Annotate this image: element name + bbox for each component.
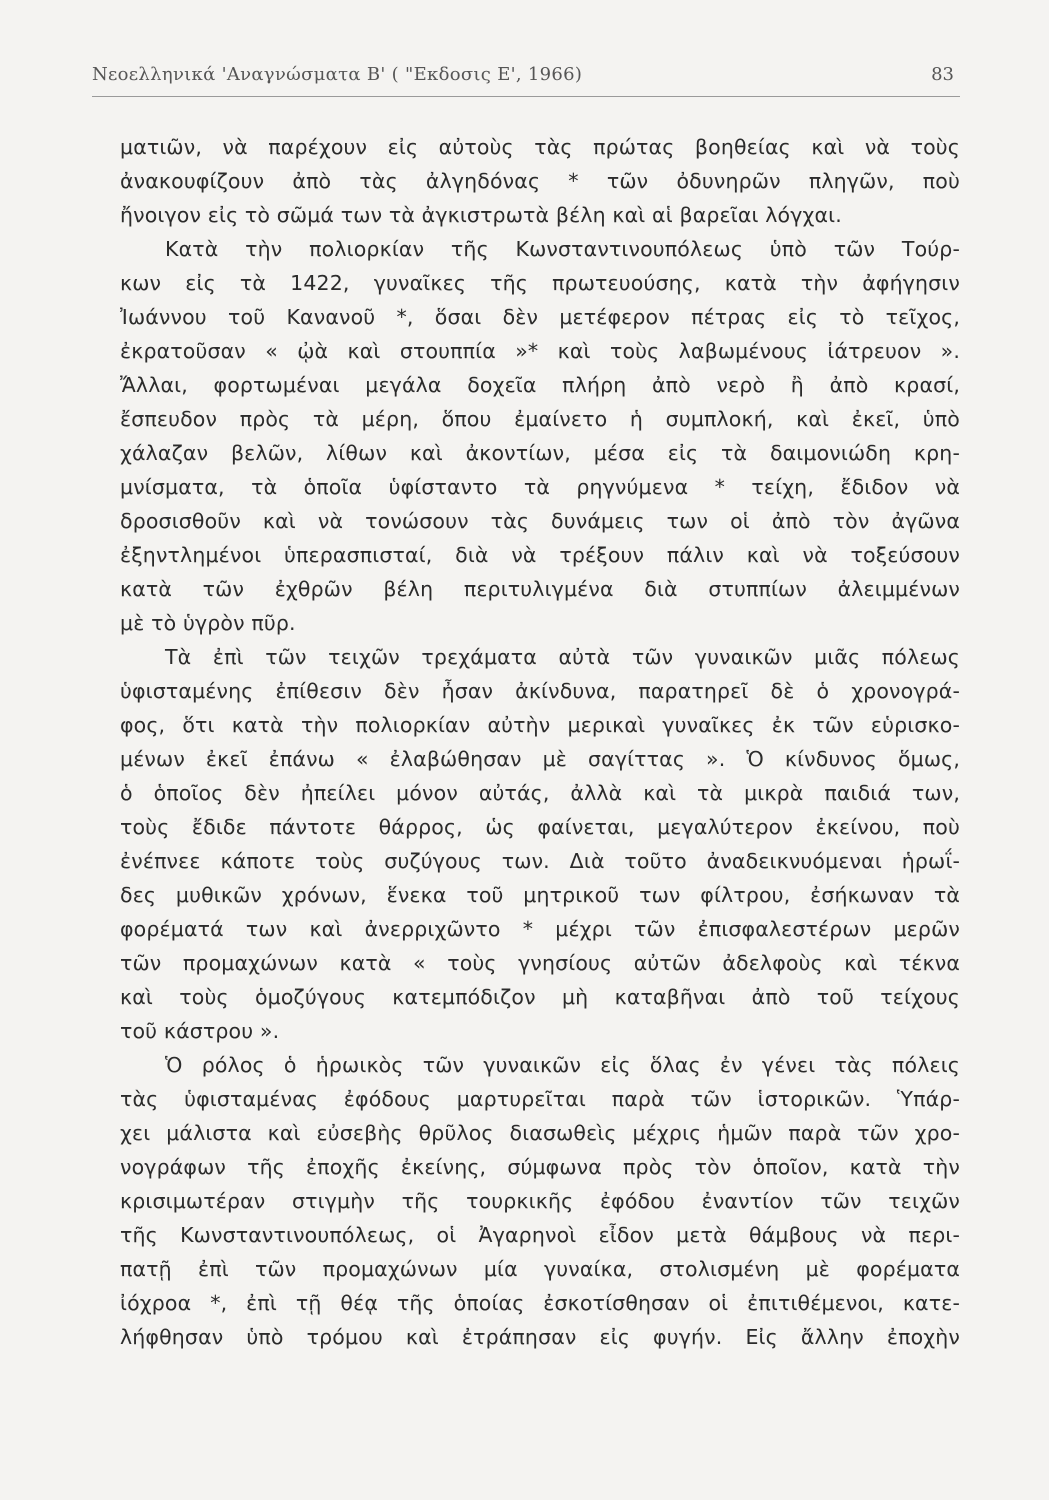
text-line: φος, ὅτι κατὰ τὴν πολιορκίαν αὐτὴν μερικαὶ γυναῖκες ἐκ τῶν εὑρισκο- (120, 713, 960, 737)
text-line: ἐκρατοῦσαν « ᾠὰ καὶ στουππία »* καὶ τοὺς λαβωμένους ἰάτρευον ». (120, 339, 960, 363)
text-line: ἔσπευδον πρὸς τὰ μέρη, ὅπου ἐμαίνετο ἡ συμπλοκή, καὶ ἐκεῖ, ὑπὸ (120, 407, 960, 431)
text-line: τῶν προμαχώνων κατὰ « τοὺς γνησίους αὐτῶν ἀδελφοὺς καὶ τέκνα (120, 951, 960, 975)
text-line: μὲ τὸ ὑγρὸν πῦρ. (120, 611, 296, 635)
text-line: ὁ ὁποῖος δὲν ἠπείλει μόνον αὐτάς, ἀλλὰ καὶ τὰ μικρὰ παιδιά των, (120, 781, 960, 805)
text-line: δροσισθοῦν καὶ νὰ τονώσουν τὰς δυνάμεις των οἱ ἀπὸ τὸν ἀγῶνα (120, 509, 960, 533)
text-line: φορέματά των καὶ ἀνερριχῶντο * μέχρι τῶν ἐπισφαλεστέρων μερῶν (120, 917, 960, 941)
text-line: ἀνακουφίζουν ἀπὸ τὰς ἀλγηδόνας * τῶν ὀδυνηρῶν πληγῶν, ποὺ (120, 169, 960, 193)
text-line: τοῦ κάστρου ». (120, 1019, 280, 1043)
text-line: Ἄλλαι, φορτωμέναι μεγάλα δοχεῖα πλήρη ἀπὸ νερὸ ἢ ἀπὸ κρασί, (120, 373, 960, 397)
text-line: τὰς ὑφισταμένας ἐφόδους μαρτυρεῖται παρὰ τῶν ἱστορικῶν. Ὑπάρ- (120, 1087, 960, 1111)
text-line: κατὰ τῶν ἐχθρῶν βέλη περιτυλιγμένα διὰ στυππίων ἀλειμμένων (120, 577, 960, 601)
text-line: λήφθησαν ὑπὸ τρόμου καὶ ἐτράπησαν εἰς φυγήν. Εἰς ἄλλην ἐποχὴν (120, 1325, 960, 1349)
text-line: Ἰωάννου τοῦ Κανανοῦ *, ὅσαι δὲν μετέφερον πέτρας εἰς τὸ τεῖχος, (120, 305, 960, 329)
text-line: μνίσματα, τὰ ὁποῖα ὑφίσταντο τὰ ρηγνύμενα * τείχη, ἔδιδον νὰ (120, 475, 960, 499)
text-line: μένων ἐκεῖ ἐπάνω « ἐλαβώθησαν μὲ σαγίττας ». Ὁ κίνδυνος ὅμως, (120, 747, 960, 771)
paragraph-start-line: Κατὰ τὴν πολιορκίαν τῆς Κωνσταντινουπόλεως ὑπὸ τῶν Τούρ- (165, 237, 960, 261)
running-header (92, 60, 960, 97)
text-line: ἤνοιγον εἰς τὸ σῶμά των τὰ ἀγκιστρωτὰ βέλη καὶ αἱ βαρεῖαι λόγχαι. (120, 203, 842, 227)
header-title: Νεοελληνικά 'Αναγνώσματα Β' ( "Εκδοσις Ε', 1966) (92, 64, 583, 85)
text-line: ματιῶν, νὰ παρέχουν εἰς αὐτοὺς τὰς πρώτας βοηθείας καὶ νὰ τοὺς (120, 135, 960, 159)
text-line: δες μυθικῶν χρόνων, ἕνεκα τοῦ μητρικοῦ των φίλτρου, ἐσήκωναν τὰ (120, 883, 960, 907)
text-line: ἐνέπνεε κάποτε τοὺς συζύγους των. Διὰ τοῦτο ἀναδεικνυόμεναι ἡρωΐ- (120, 849, 960, 873)
text-line: καὶ τοὺς ὁμοζύγους κατεμπόδιζον μὴ καταβῆναι ἀπὸ τοῦ τείχους (120, 985, 960, 1009)
text-line: ὑφισταμένης ἐπίθεσιν δὲν ἦσαν ἀκίνδυνα, παρατηρεῖ δὲ ὁ χρονογρά- (120, 679, 960, 703)
text-line: τῆς Κωνσταντινουπόλεως, οἱ Ἀγαρηνοὶ εἶδον μετὰ θάμβους νὰ περι- (120, 1223, 960, 1247)
text-line: ἰόχροα *, ἐπὶ τῇ θέᾳ τῆς ὁποίας ἐσκοτίσθησαν οἱ ἐπιτιθέμενοι, κατε- (120, 1291, 960, 1315)
text-line: πατῇ ἐπὶ τῶν προμαχώνων μία γυναίκα, στολισμένη μὲ φορέματα (120, 1257, 960, 1281)
text-line: νογράφων τῆς ἐποχῆς ἐκείνης, σύμφωνα πρὸς τὸν ὁποῖον, κατὰ τὴν (120, 1155, 960, 1179)
page-number: 83 (931, 64, 954, 85)
text-line: τοὺς ἔδιδε πάντοτε θάρρος, ὡς φαίνεται, μεγαλύτερον ἐκείνου, ποὺ (120, 815, 960, 839)
text-line: ἐξηντλημένοι ὑπερασπισταί, διὰ νὰ τρέξουν πάλιν καὶ νὰ τοξεύσουν (120, 543, 960, 567)
text-line: κων εἰς τὰ 1422, γυναῖκες τῆς πρωτευούσης, κατὰ τὴν ἀφήγησιν (120, 271, 960, 295)
text-line: κρισιμωτέραν στιγμὴν τῆς τουρκικῆς ἐφόδου ἐναντίον τῶν τειχῶν (120, 1189, 960, 1213)
paragraph-start-line: Τὰ ἐπὶ τῶν τειχῶν τρεχάματα αὐτὰ τῶν γυναικῶν μιᾶς πόλεως (165, 645, 960, 669)
paragraph-start-line: Ὁ ρόλος ὁ ἡρωικὸς τῶν γυναικῶν εἰς ὅλας ἐν γένει τὰς πόλεις (165, 1053, 960, 1077)
text-line: χει μάλιστα καὶ εὐσεβὴς θρῦλος διασωθεὶς μέχρις ἡμῶν παρὰ τῶν χρο- (120, 1121, 960, 1145)
text-line: χάλαζαν βελῶν, λίθων καὶ ἀκοντίων, μέσα εἰς τὰ δαιμονιώδη κρη- (120, 441, 960, 465)
